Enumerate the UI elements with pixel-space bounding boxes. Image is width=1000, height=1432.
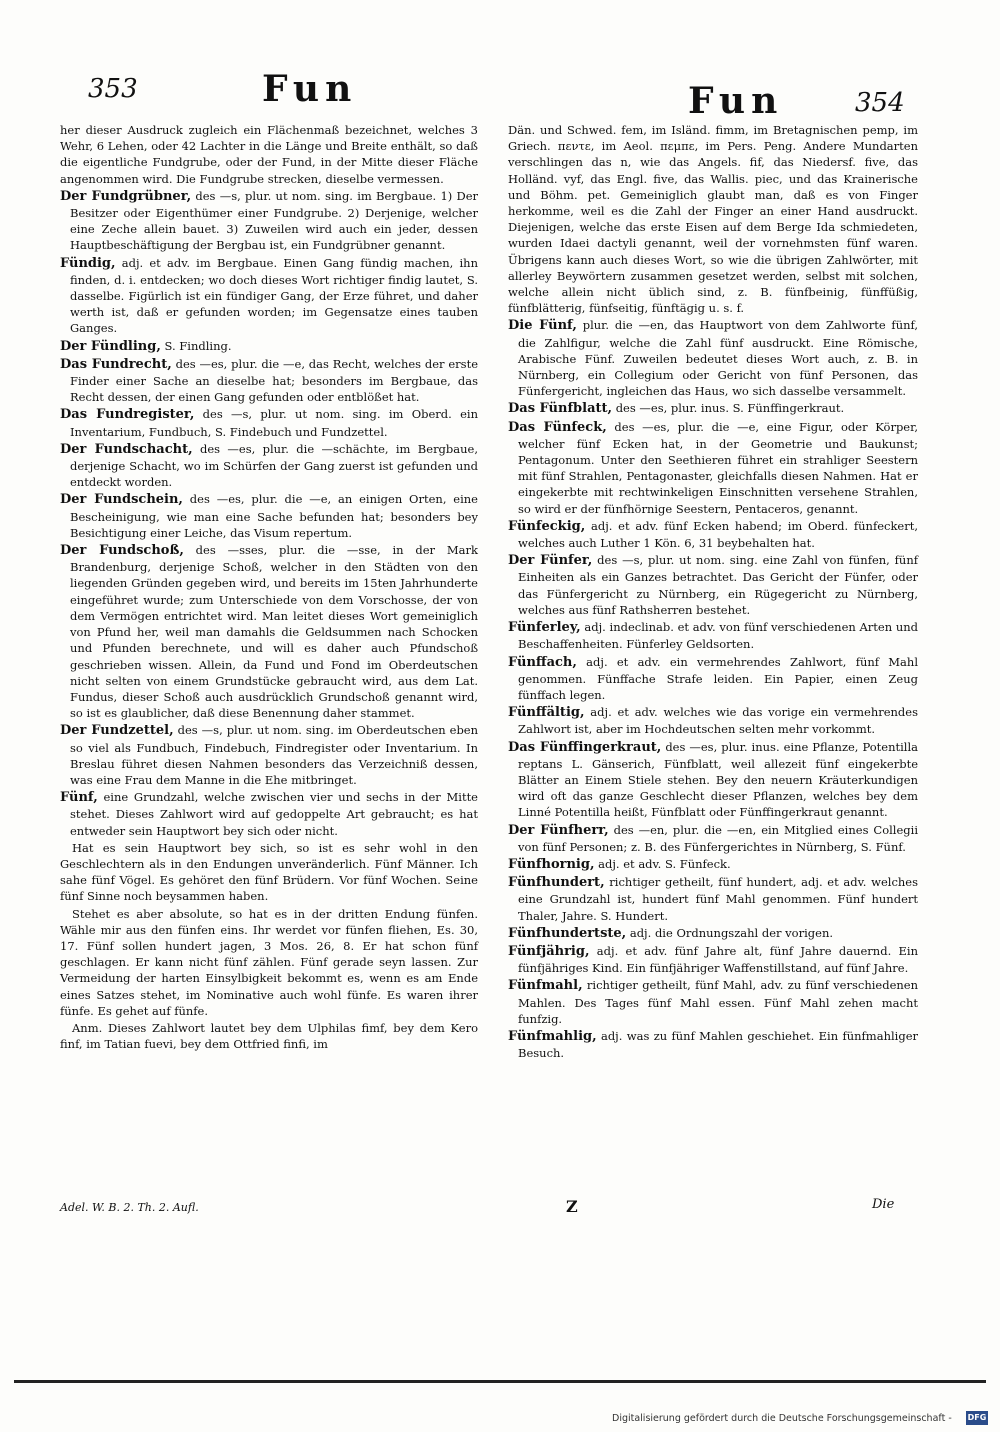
dictionary-entry: [508, 822, 918, 855]
entry-headword: Fünferley,: [508, 620, 581, 636]
entry-headword: Der Fundschoß,: [60, 543, 184, 559]
dictionary-entry: [60, 188, 478, 254]
entry-text: her dieser Ausdruck zugleich ein Flächenmaß bezeichnet, welches 3 Wehr, 6 Lehen, oder 42 Lachter in die Länge und Breite enthält, so daß die eigentliche Fundgrube, oder der Fund, in der Mitte dieser Fläche angenommen wird. Die Fundgrube strecken, dieselbe vermessen.: [60, 123, 478, 186]
entry-headword: Fünfjährig,: [508, 943, 590, 959]
dictionary-entry: [60, 789, 478, 839]
entry-headword: Das Fünfblatt,: [508, 401, 613, 417]
entry-headword: Fünfhundertste,: [508, 925, 627, 941]
entry-text: des —s, plur. ut nom. sing. im Bergbaue. 1) Der Besitzer oder Eigenthümer einer Fundgrube. 2) Derjenige, welcher eine Zeche allein bauet. 3) Zuweilen wird auch ein jeder, dessen Hauptbeschäftigung der Bergbau ist, ein Fundgrübner genannt.: [70, 188, 479, 253]
dictionary-entry: [508, 943, 918, 976]
dictionary-entry: [508, 704, 918, 737]
entry-headword: Fünfhornig,: [508, 856, 595, 872]
dictionary-entry: [508, 400, 918, 417]
entry-headword: Fünffältig,: [508, 705, 585, 721]
dictionary-entry: [60, 906, 478, 1019]
dictionary-entry: [508, 1028, 918, 1061]
entry-text: adj. et adv. im Bergbaue. Einen Gang fündig machen, ihn finden, d. i. entdecken; wo doch dieses Wort richtiger findig lautet, S. dasselbe. Figürlich ist ein fündiger Gang, der Erze führet, und daher werth ist, daß er gefunden worden; im Gegensatze eines tauben Ganges.: [70, 255, 478, 336]
entry-text: adj. et adv. ein vermehrendes Zahlwort, fünf Mahl genommen. Fünffache Strafe leiden. Ein Papier, einen Zeug fünffach legen.: [518, 654, 918, 702]
entry-text: Dän. und Schwed. fem, im Isländ. fimm, im Bretagnischen pemp, im Griech. πεντε, im Aeol. πεμπε, im Pers. Peng. Andere Mundarten verschlingen das n, wie das Angels. fif, das Niedersf. five, das Holländ. vyf, das Engl. five, das Wallis. piec, und das Krainerische und Böhm. pet. Gemeiniglich glaubt man, daß es von Finger herkomme, weil es die Zahl der Finger an einer Hand ausdruckt. Diejenigen, welche das erste Eisen auf dem Berge Ida schmiedeten, wurden Idaei dactyli genannt, weil der vornehmsten fünf waren. Übrigens kann auch dieses Wort, so wie die übrigen Zahlwörter, mit allerley Beywörtern zusammen gesetzet werden, selbst mit solchen, welche allein nicht üblich sind, z. B. fünfbeinig, fünffüßig, fünfblätterig, fünfseitig, fünftägig u. s. f.: [508, 123, 918, 316]
entry-text: des —es, plur. inus. S. Fünffingerkraut.: [615, 401, 845, 416]
entry-text: des —es, plur. die —e, eine Figur, oder Körper, welcher fünf Ecken hat, in der Geometrie und Baukunst; Pentagonum. Unter den Seethieren führet ein strahliger Seestern mit fünf Strahlen, Pentagonaster, gleichfalls diesen Nahmen. Hat er eingekerbte mit rechtwinkeligen Einschnitten versehene Strahlen, so wird er der fünfhörnige Seestern, Pentaceros, genannt.: [518, 419, 918, 516]
entry-headword: Der Fünfer,: [508, 553, 593, 569]
entry-text: des —sses, plur. die —sse, in der Mark Brandenburg, derjenige Schoß, welcher in den Städten von den liegenden Gründen gegeben wird, und bereits im 15ten Jahrhunderte eingeführet wurde; zum Unterschiede von dem Vorschosse, der von dem Vermögen entrichtet wird. Man leitet dieses Wort gemeiniglich von Pfund her, weil man damahls die Geldsummen nach Schocken und Pfunden berechnete, und will es daher auch Pfundschoß geschrieben wissen. Allein, da Fund und Fond im Oberdeutschen nicht selten von einem Grundstücke gebraucht wird, aus dem Lat. Fundus, dieser Schoß auch ausdrücklich Grundschoß genannt wird, so ist es glaublicher, daß diese Benennung daher stammet.: [70, 543, 478, 721]
entry-headword: Fünfeckig,: [508, 518, 586, 534]
entry-text: des —s, plur. ut nom. sing. im Oberd. ein Inventarium, Fundbuch, S. Findebuch und Fundzettel.: [70, 407, 478, 439]
catchword: Die: [872, 1197, 895, 1212]
dictionary-entry: [60, 491, 478, 541]
dfg-logo: DFG: [966, 1411, 988, 1425]
dictionary-entry: [60, 840, 478, 905]
entry-text: des —s, plur. ut nom. sing. im Oberdeutschen eben so viel als Fundbuch, Findebuch, Findregister oder Inventarium. In Breslau führet diesen Nahmen besonders das Verzeichniß dessen, was eine Frau dem Manne in die Ehe mitbringet.: [70, 723, 479, 787]
page-header: [0, 0, 1000, 130]
entry-text: des —s, plur. ut nom. sing. eine Zahl von fünfen, fünf Einheiten als ein Ganzes betrachtet. Das Gericht der Fünfer, oder das Fünfergericht zu Nürnberg, ein Rügegericht zu Nürnberg, welches aus fünf Rathsherren bestehet.: [518, 553, 918, 617]
entry-headword: Fünf,: [60, 790, 98, 806]
entry-text: des —es, plur. die —schächte, im Bergbaue, derjenige Schacht, wo im Schürfen der Gang zuerst ist gefunden und entdeckt worden.: [70, 441, 479, 490]
entry-text: eine Grundzahl, welche zwischen vier und sechs in der Mitte stehet. Dieses Zahlwort wird auf gedoppelte Art gebraucht; es hat entweder sein Hauptwort bey sich oder nicht.: [70, 790, 478, 838]
entry-headword: Fünffach,: [508, 654, 577, 670]
entry-headword: Fündig,: [60, 255, 116, 271]
entry-headword: Der Fünfherr,: [508, 822, 609, 838]
scan-border: [14, 1380, 986, 1383]
entry-text: des —es, plur. die —e, an einigen Orten, eine Bescheinigung, wie man eine Sache befunden hat; besonders bey Besichtigung einer Leiche, das Visum repertum.: [70, 492, 478, 540]
right-running-head: Fun: [688, 80, 784, 122]
left-page-number: 353: [88, 74, 138, 104]
entry-headword: Das Fundregister,: [60, 407, 195, 423]
dictionary-entry: [508, 518, 918, 551]
dictionary-entry: [508, 739, 918, 821]
dictionary-entry: [60, 1020, 478, 1052]
entry-headword: Der Fundgrübner,: [60, 188, 192, 204]
entry-text: Hat es sein Hauptwort bey sich, so ist es sehr wohl in den Geschlechtern als in den Endungen unveränderlich. Fünf Männer. Ich sahe fünf Vögel. Es gehöret den fünf Brüdern. Vor fünf Wochen. Seine fünf Sinne noch beysammen haben.: [60, 840, 478, 904]
entry-headword: Der Fündling,: [60, 338, 161, 354]
dictionary-entry: [60, 255, 478, 337]
entry-headword: Der Fundschein,: [60, 492, 183, 508]
entry-text: S. Findling.: [164, 338, 232, 353]
dictionary-entry: [508, 619, 918, 652]
dictionary-entry: [60, 356, 478, 406]
dictionary-entry: [60, 406, 478, 439]
dictionary-entry: [508, 977, 918, 1027]
left-column: [60, 122, 478, 1053]
entry-text: adj. et adv. fünf Jahre alt, fünf Jahre dauernd. Ein fünfjähriges Kind. Ein fünfjähriger Waffenstillstand, auf fünf Jahre.: [518, 943, 919, 976]
dictionary-entry: [508, 874, 918, 924]
dictionary-entry: [60, 441, 478, 491]
printer-signature: Z: [566, 1197, 578, 1216]
entry-text: adj. was zu fünf Mahlen geschiehet. Ein fünfmahliger Besuch.: [518, 1028, 918, 1061]
entry-headword: Fünfmahl,: [508, 978, 583, 994]
digitization-credit: Digitalisierung gefördert durch die Deutsche Forschungsgemeinschaft -: [612, 1413, 952, 1424]
right-column: [508, 122, 918, 1062]
entry-text: des —en, plur. die —en, ein Mitglied eines Collegii von fünf Personen; z. B. des Fünfergerichtes in Nürnberg, S. Fünf.: [518, 822, 918, 854]
entry-text: adj. indeclinab. et adv. von fünf verschiedenen Arten und Beschaffenheiten. Fünferley Geldsorten.: [518, 620, 919, 652]
entry-headword: Das Fünffingerkraut,: [508, 739, 662, 755]
entry-headword: Die Fünf,: [508, 318, 577, 334]
dictionary-entry: [60, 122, 478, 187]
entry-text: Anm. Dieses Zahlwort lautet bey dem Ulphilas fimf, bey dem Kero finf, im Tatian fuevi, bey dem Ottfried finfi, im: [60, 1020, 478, 1052]
dictionary-entry: [508, 317, 918, 399]
dictionary-entry: [508, 654, 918, 704]
dictionary-entry: [60, 722, 478, 788]
left-running-head: Fun: [262, 68, 358, 110]
dictionary-entry: [508, 925, 918, 942]
entry-text: adj. et adv. S. Fünfeck.: [598, 856, 731, 871]
entry-headword: Fünfmahlig,: [508, 1028, 597, 1044]
dictionary-entry: [508, 419, 918, 517]
entry-text: richtiger getheilt, fünf hundert, adj. et adv. welches eine Grundzahl ist, hundert fünf Mahl genommen. Fünf hundert Thaler, Jahre. S. Hundert.: [518, 875, 919, 923]
dictionary-entry: [60, 542, 478, 721]
entry-text: adj. et adv. fünf Ecken habend; im Oberd. fünfeckert, welches auch Luther 1 Kön. 6, 31 beybehalten hat.: [518, 518, 919, 551]
entry-headword: Der Fundschacht,: [60, 441, 193, 457]
entry-text: richtiger getheilt, fünf Mahl, adv. zu fünf verschiedenen Mahlen. Des Tages fünf Mahl essen. Fünf Mahl zehen macht funfzig.: [518, 978, 918, 1026]
entry-text: des —es, plur. inus. eine Pflanze, Potentilla reptans L. Gänserich, Fünfblatt, weil allezeit fünf eingekerbte Blätter an Einem Stiele stehen. Bey den neuern Kräuterkundigen wird oft das ganze Geschlecht dieser Pflanzen, welches bey dem Linné Potentilla heißt, Fünfblatt oder Fünffingerkraut genannt.: [518, 739, 918, 820]
entry-text: adj. et adv. welches wie das vorige ein vermehrendes Zahlwort ist, aber im Hochdeutschen selten mehr vorkommt.: [518, 705, 919, 737]
volume-note: Adel. W. B. 2. Th. 2. Aufl.: [60, 1201, 199, 1214]
entry-headword: Fünfhundert,: [508, 875, 605, 891]
dictionary-entry: [60, 338, 478, 355]
entry-headword: Das Fünfeck,: [508, 419, 607, 435]
entry-text: plur. die —en, das Hauptwort von dem Zahlworte fünf, die Zahlfigur, welche die Zahl fünf ausdruckt. Eine Römische, Arabische Fünf. Zuweilen bedeutet dieses Wort auch, z. B. in Nürnberg, ein Collegium oder Gericht von fünf Personen, das Fünfergericht, ingleichen das Haus, wo sich dasselbe versammelt.: [518, 318, 919, 399]
entry-headword: Der Fundzettel,: [60, 723, 174, 739]
right-page-number: 354: [855, 88, 905, 118]
dictionary-entry: [508, 552, 918, 618]
dictionary-entry: [508, 856, 918, 873]
entry-text: des —es, plur. die —e, das Recht, welches der erste Finder einer Sache an dieselbe hat; besonders im Bergbaue, das Recht dessen, der einen Gang gefunden oder entblößet hat.: [70, 356, 479, 405]
entry-text: adj. die Ordnungszahl der vorigen.: [629, 925, 834, 940]
entry-text: Stehet es aber absolute, so hat es in der dritten Endung fünfen. Wähle mir aus den fünfen eins. Ihr werdet vor fünfen fliehen, Es. 30, 17. Fünf sollen hundert jagen, 3 Mos. 26, 8. Er hat schon fünf geschlagen. Er kann nicht fünf zählen. Fünf gerade seyn lassen. Zur Vermeidung der harten Einsylbigkeit bekommt es, wenn es am Ende eines Satzes stehet, im Nominative auch wohl fünfe. Es waren ihrer fünfe. Es gehet auf fünfe.: [60, 906, 478, 1018]
entry-headword: Das Fundrecht,: [60, 356, 172, 372]
dictionary-entry: [508, 122, 918, 316]
